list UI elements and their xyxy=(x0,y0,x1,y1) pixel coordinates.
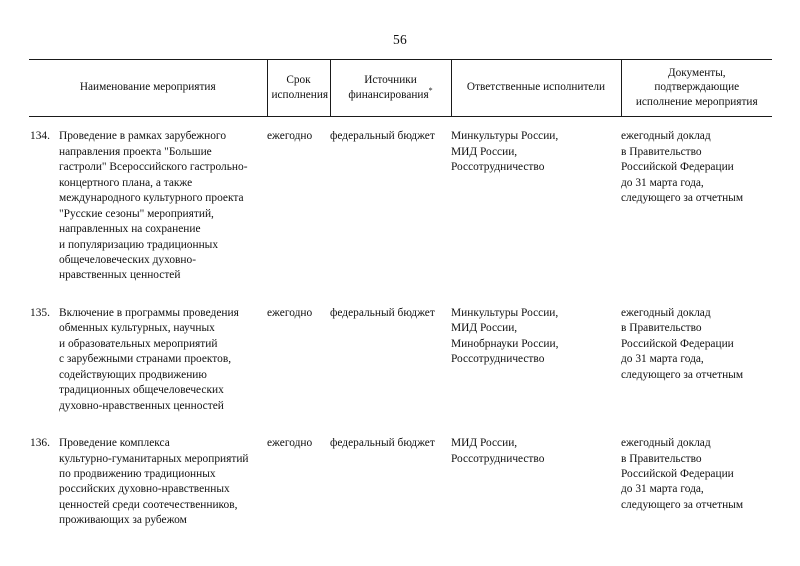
measure-name-line: проживающих за рубежом xyxy=(59,514,187,527)
spacer-cell xyxy=(330,117,451,130)
column-header-executors-line-1: Ответственные исполнители xyxy=(466,81,606,94)
spacer-cell xyxy=(29,284,267,306)
measure-name-line: гастроли" Всероссийского гастрольно- xyxy=(59,161,248,174)
executor-line: Россотрудничество xyxy=(451,353,545,366)
column-header-name-line-1: Наименование мероприятия xyxy=(79,81,216,94)
row-number: 134. xyxy=(30,130,50,143)
measure-name-line: концертного плана, а также xyxy=(59,176,193,189)
execution-term-line: ежегодно xyxy=(267,437,313,450)
page-number: 56 xyxy=(393,32,407,47)
cell-confirming-documents xyxy=(621,306,772,414)
executor-line: Минкультуры России, xyxy=(451,130,559,143)
spacer-cell xyxy=(451,414,621,436)
cell-funding-source xyxy=(330,436,451,529)
cell-responsible-executors xyxy=(451,436,621,529)
table-body xyxy=(29,117,772,529)
spacer-cell xyxy=(330,414,451,436)
executor-line: МИД России, xyxy=(451,322,518,335)
document-line: Российской Федерации xyxy=(621,467,734,480)
measure-name-line: культурно-гуманитарных мероприятий xyxy=(59,452,249,465)
measure-name-line: Проведение комплекса xyxy=(59,437,170,450)
executor-line: Россотрудничество xyxy=(451,452,545,465)
spacer-cell xyxy=(621,117,772,130)
funding-source-line: федеральный бюджет xyxy=(330,437,435,450)
executor-line: Россотрудничество xyxy=(451,161,545,174)
measure-name-text xyxy=(59,129,267,284)
column-header-name xyxy=(29,60,267,117)
measure-name-line: содействующих продвижению xyxy=(59,368,207,381)
document-line: ежегодный доклад xyxy=(621,306,711,319)
column-header-term-line-2: исполнения xyxy=(271,88,329,101)
row-number: 136. xyxy=(30,437,50,450)
executor-line: МИД России, xyxy=(451,437,518,450)
document-line: Российской Федерации xyxy=(621,337,734,350)
measure-name-line: традиционных общечеловеческих xyxy=(59,384,224,397)
column-header-source-line-1: Источники xyxy=(364,74,417,87)
execution-term-line: ежегодно xyxy=(267,306,313,319)
measure-name-line: нравственных ценностей xyxy=(59,269,181,282)
document-line: в Правительство xyxy=(621,145,702,158)
document-line: ежегодный доклад xyxy=(621,437,711,450)
table-row xyxy=(29,129,772,284)
table-header-row xyxy=(29,60,772,117)
spacer-cell xyxy=(621,414,772,436)
cell-measure-name xyxy=(29,306,267,414)
spacer-cell xyxy=(451,284,621,306)
spacer-cell xyxy=(267,284,330,306)
document-line: Российской Федерации xyxy=(621,161,734,174)
table-row xyxy=(29,436,772,529)
measure-name-text xyxy=(59,436,267,529)
measure-name-line: по продвижению традиционных xyxy=(59,467,216,480)
measure-name-line: и образовательных мероприятий xyxy=(59,337,218,350)
document-line: следующего за отчетным xyxy=(621,498,744,511)
column-header-executors xyxy=(451,60,621,117)
measure-name-line: "Русские сезоны" мероприятий, xyxy=(59,207,214,220)
execution-term-line: ежегодно xyxy=(267,130,313,143)
funding-source-line: федеральный бюджет xyxy=(330,306,435,319)
column-header-documents-line-1: Документы, xyxy=(667,67,726,79)
document-line: до 31 марта года, xyxy=(621,353,704,366)
cell-responsible-executors xyxy=(451,306,621,414)
column-header-documents-line-2: подтверждающие xyxy=(654,81,740,94)
measure-name-line: обменных культурных, научных xyxy=(59,322,215,335)
table-row xyxy=(29,306,772,414)
footnote-marker-asterisk: * xyxy=(428,85,433,95)
column-header-source xyxy=(330,60,451,117)
table-top-spacer xyxy=(29,117,772,130)
row-gap xyxy=(29,414,772,436)
document-line: следующего за отчетным xyxy=(621,368,744,381)
measure-name-line: общечеловеческих духовно- xyxy=(59,253,196,266)
row-number: 135. xyxy=(30,306,50,319)
table-header xyxy=(29,60,772,117)
cell-responsible-executors xyxy=(451,129,621,284)
executor-line: МИД России, xyxy=(451,145,518,158)
spacer-cell xyxy=(29,414,267,436)
executor-line: Минкультуры России, xyxy=(451,306,559,319)
column-header-source-line-2 xyxy=(335,85,447,102)
cell-execution-term xyxy=(267,306,330,414)
spacer-cell xyxy=(451,117,621,130)
spacer-cell xyxy=(29,117,267,130)
spacer-cell xyxy=(330,284,451,306)
column-header-documents-line-3: исполнение мероприятия xyxy=(635,95,758,108)
column-header-term xyxy=(267,60,330,117)
measure-name-text xyxy=(59,306,267,414)
cell-measure-name xyxy=(29,436,267,529)
cell-funding-source xyxy=(330,306,451,414)
measure-name-line: направленных на сохранение xyxy=(59,223,201,236)
cell-execution-term xyxy=(267,129,330,284)
cell-execution-term xyxy=(267,436,330,529)
measure-name-line: духовно-нравственных ценностей xyxy=(59,399,224,412)
spacer-cell xyxy=(621,284,772,306)
cell-funding-source xyxy=(330,129,451,284)
measure-name-line: Включение в программы проведения xyxy=(59,306,239,319)
document-line: до 31 марта года, xyxy=(621,176,704,189)
measure-name-line: и популяризацию традиционных xyxy=(59,238,219,251)
spacer-cell xyxy=(267,117,330,130)
column-header-source-text: финансирования xyxy=(348,88,429,101)
executor-line: Минобрнауки России, xyxy=(451,337,559,350)
cell-confirming-documents xyxy=(621,436,772,529)
document-line: следующего за отчетным xyxy=(621,192,744,205)
cell-measure-name xyxy=(29,129,267,284)
column-header-documents xyxy=(621,60,772,117)
measure-name-line: российских духовно-нравственных xyxy=(59,483,230,496)
measure-name-line: международного культурного проекта xyxy=(59,192,244,205)
measure-name-line: ценностей среди соотечественников, xyxy=(59,498,238,511)
document-line: до 31 марта года, xyxy=(621,483,704,496)
measure-name-line: направления проекта "Большие xyxy=(59,145,212,158)
document-line: ежегодный доклад xyxy=(621,130,711,143)
funding-source-line: федеральный бюджет xyxy=(330,130,435,143)
measures-table xyxy=(29,59,772,529)
measure-name-line: Проведение в рамках зарубежного xyxy=(59,130,227,143)
spacer-cell xyxy=(267,414,330,436)
column-header-term-line-1: Срок xyxy=(286,74,311,87)
row-gap xyxy=(29,284,772,306)
document-line: в Правительство xyxy=(621,322,702,335)
document-line: в Правительство xyxy=(621,452,702,465)
cell-confirming-documents xyxy=(621,129,772,284)
measure-name-line: с зарубежными странами проектов, xyxy=(59,353,232,366)
